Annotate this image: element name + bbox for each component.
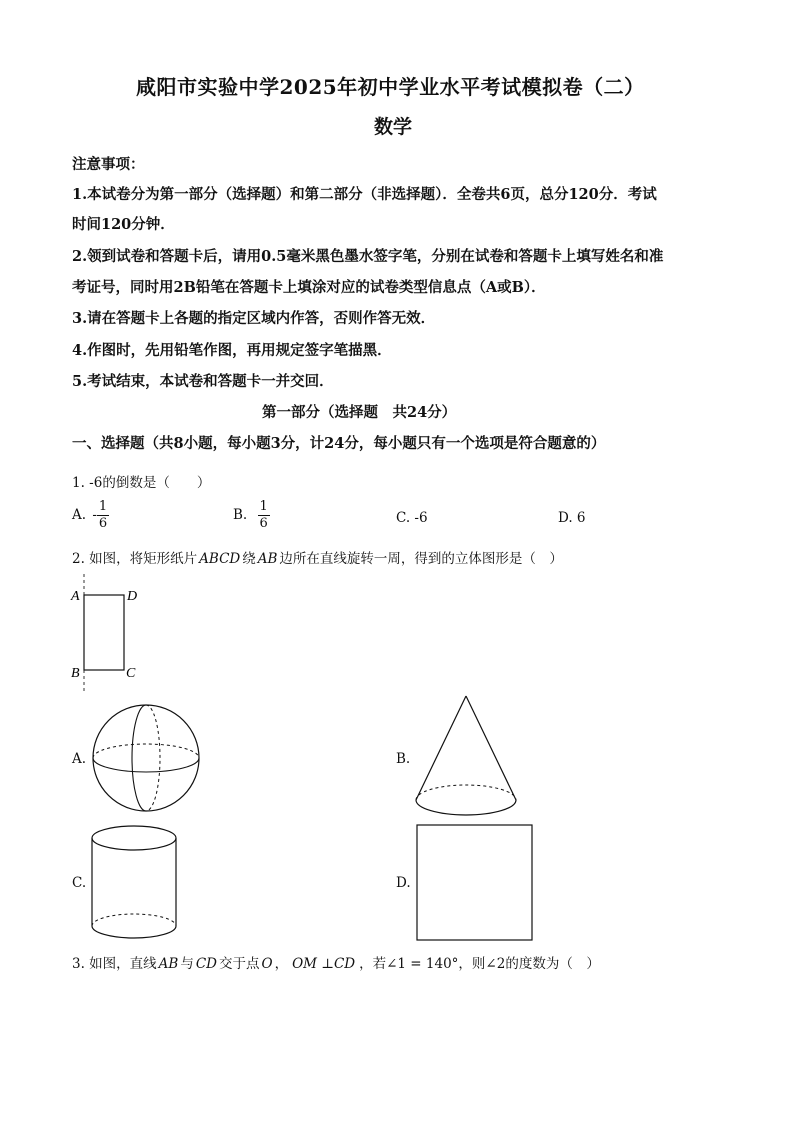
cylinder-bottom-front	[92, 926, 176, 938]
q1-option-a[interactable]	[72, 499, 109, 532]
q2-stem-prefix: 2. 如图，将矩形纸片	[72, 551, 198, 567]
q3-perp: OM ⊥CD	[292, 956, 356, 972]
cone-base-back	[416, 785, 516, 800]
rectangle-abcd	[84, 595, 124, 670]
q2-axis-name: AB	[257, 551, 278, 567]
label-b: B	[71, 666, 80, 681]
q3-word-3: ，	[274, 956, 289, 972]
note-item-3: 3.请在答题卡上各题的指定区域内作答，否则作答无效．	[72, 310, 436, 327]
q3-stem-prefix: 3. 如图，直线	[72, 956, 157, 972]
cylinder-top	[92, 826, 176, 850]
sphere-meridian-back	[146, 705, 160, 811]
cylinder-figure[interactable]	[88, 822, 180, 944]
notes-heading: 注意事项：	[72, 156, 145, 173]
q1-option-a-sign: -	[92, 507, 97, 523]
label-d: D	[127, 589, 138, 604]
q3-word-1: 与	[180, 956, 194, 972]
label-a: A	[71, 589, 80, 604]
q2-stem-mid: 绕	[242, 551, 256, 567]
q1-option-a-denominator: 6	[98, 516, 108, 531]
q2-rectangle-figure	[66, 570, 156, 696]
square-figure[interactable]	[414, 822, 536, 944]
q3-stem	[72, 952, 600, 972]
q1-stem: 1. -6的倒数是（ ）	[72, 475, 211, 491]
subject-title: 数学	[374, 116, 413, 138]
note-item-1-line-1: 1.本试卷分为第一部分（选择题）和第二部分（非选择题）．全卷共6页，总分120分．考试	[72, 186, 657, 203]
q1-option-b-fraction	[258, 499, 270, 532]
part1-heading: 第一部分（选择题 共24分）	[262, 404, 457, 421]
section-heading: 一、选择题（共8小题，每小题3分，计24分，每小题只有一个选项是符合题意的）	[72, 435, 606, 452]
q2-option-d-label[interactable]: D.	[396, 875, 411, 891]
q1-option-a-fraction	[97, 499, 109, 532]
q1-option-a-label: A.	[72, 507, 87, 523]
cone-base-front	[416, 800, 516, 815]
q2-stem-suffix: 边所在直线旋转一周，得到的立体图形是（ ）	[279, 551, 563, 567]
q1-option-b-denominator: 6	[259, 516, 268, 531]
cone-right-edge	[466, 696, 516, 800]
q2-option-b-label[interactable]: B.	[396, 751, 411, 767]
sphere-outline	[93, 705, 199, 811]
q1-option-a-numerator: 1	[98, 499, 108, 514]
note-item-1-line-2: 时间120分钟．	[72, 216, 175, 233]
note-item-2-line-1: 2.领到试卷和答题卡后，请用0.5毫米黑色墨水签字笔，分别在试卷和答题卡上填写姓名和准	[72, 248, 664, 265]
q1-option-b-numerator: 1	[259, 499, 268, 514]
cone-figure[interactable]	[412, 692, 524, 820]
exam-title: 咸阳市实验中学2025年初中学业水平考试模拟卷（二）	[136, 75, 645, 99]
q3-word-2: 交于点	[219, 956, 260, 972]
sphere-figure[interactable]	[88, 700, 204, 816]
sphere-equator-back	[93, 744, 199, 758]
square-shape	[417, 825, 532, 940]
note-item-2-line-2: 考证号，同时用2B铅笔在答题卡上填涂对应的试卷类型信息点（A或B）．	[72, 279, 546, 296]
sphere-meridian-front	[132, 705, 146, 811]
cone-left-edge	[416, 696, 466, 800]
q1-option-c[interactable]: C. -6	[396, 510, 428, 526]
q2-option-a-label[interactable]: A.	[72, 751, 87, 767]
q3-word-4: ，若∠1 = 140°，则∠2的度数为（ ）	[359, 956, 600, 972]
q1-option-b-label: B.	[233, 507, 248, 523]
q2-stem	[72, 547, 563, 567]
q3-line-cd: CD	[195, 956, 217, 972]
sphere-equator-front	[93, 758, 199, 772]
label-c: C	[126, 666, 136, 681]
q2-option-c-label[interactable]: C.	[72, 875, 87, 891]
q3-point-o: O	[261, 956, 273, 972]
note-item-4: 4.作图时，先用铅笔作图，再用规定签字笔描黑．	[72, 342, 392, 359]
q1-option-b[interactable]	[233, 499, 270, 532]
cylinder-bottom-back	[92, 914, 176, 926]
q1-option-d[interactable]: D. 6	[558, 510, 586, 526]
q3-line-ab: AB	[158, 956, 179, 972]
q2-rect-name: ABCD	[199, 551, 241, 567]
note-item-5: 5.考试结束，本试卷和答题卡一并交回．	[72, 373, 334, 390]
